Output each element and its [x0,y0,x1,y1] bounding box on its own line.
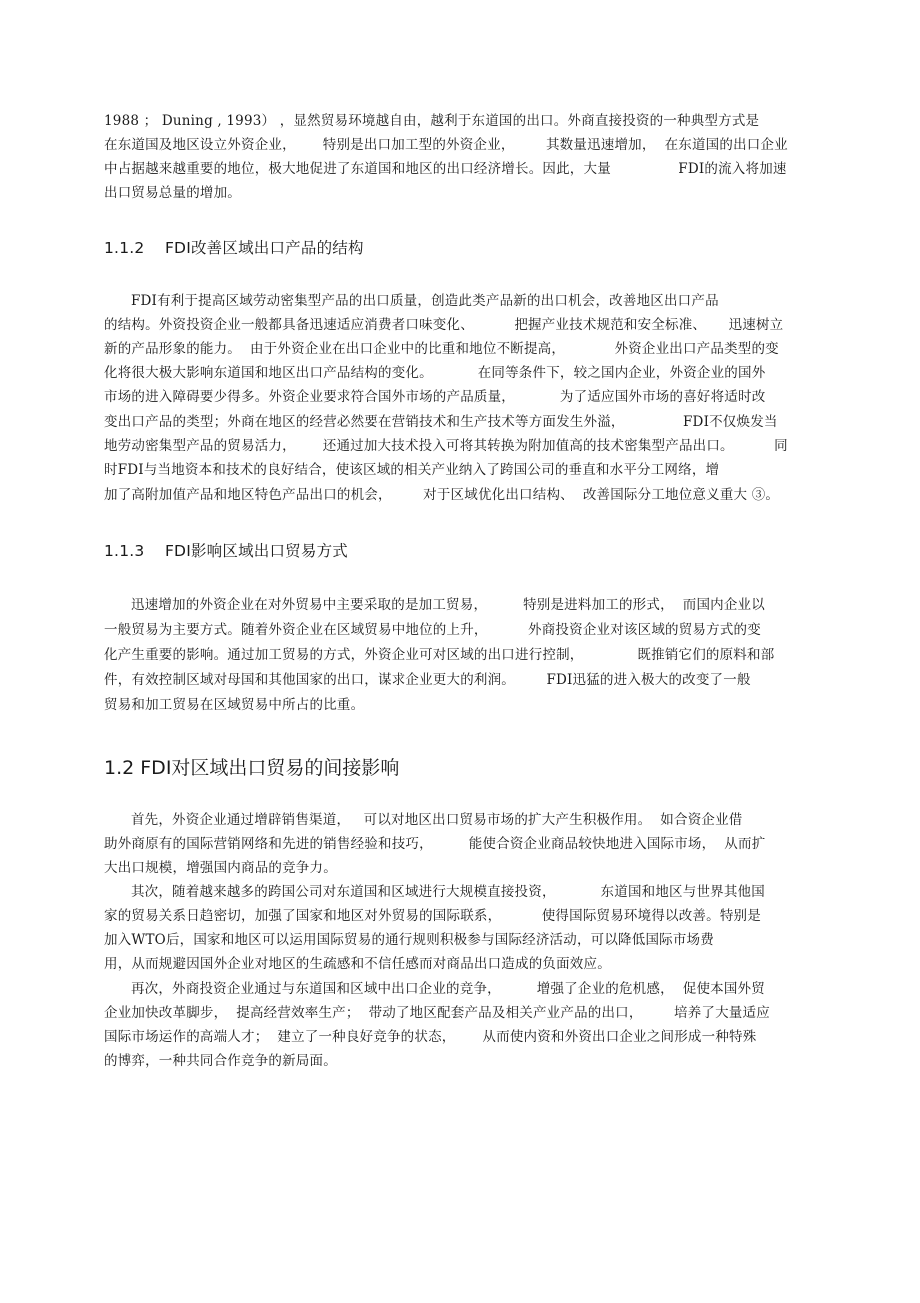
section-heading-1-2: 1.2 FDI对区域出口贸易的间接影响 [104,757,400,779]
paragraph-line: 加入WTO后，国家和地区可以运用国际贸易的通行规则积极参与国际经济活动，可以降低国际市场费 [104,932,714,948]
paragraph-line: FDI有利于提高区域劳动密集型产品的出口质量，创造此类产品新的出口机会，改善地区出口产品 [104,293,719,309]
section-heading-1-1-3: 1.1.3 FDI影响区域出口贸易方式 [104,542,348,560]
paragraph-line: 化产生重要的影响。通过加工贸易的方式，外资企业可对区域的出口进行控制， 既推销它们的原料和部 [104,647,775,663]
paragraph-line: 再次，外商投资企业通过与东道国和区域中出口企业的竞争， 增强了企业的危机感， 促使本国外贸 [104,981,765,997]
paragraph-line: 助外商原有的国际营销网络和先进的销售经验和技巧， 能使合资企业商品较快地进入国际市场， 从而扩 [104,836,766,852]
paragraph-line: 新的产品形象的能力。 由于外资企业在出口企业中的比重和地位不断提高， 外资企业出口产品类型的变 [104,341,779,357]
paragraph-line: 的博弈，一种共同合作竞争的新局面。 [104,1053,337,1069]
intro-line-3: 中占据越来越重要的地位，极大地促进了东道国和地区的出口经济增长。因此，大量 FDI的流入将加速 [104,161,787,177]
paragraph-line: 件，有效控制区域对母国和其他国家的出口，谋求企业更大的利润。 FDI迅猛的进入极大的改变了一般 [104,672,751,688]
paragraph-line: 迅速增加的外资企业在对外贸易中主要采取的是加工贸易， 特别是进料加工的形式， 而国内企业以 [104,597,765,613]
paragraph-line: 家的贸易关系日趋密切，加强了国家和地区对外贸易的国际联系， 使得国际贸易环境得以改善。特别是 [104,908,761,924]
paragraph-line: 大出口规模，增强国内商品的竞争力。 [104,860,337,876]
paragraph-line: 企业加快改革脚步， 提高经营效率生产； 带动了地区配套产品及相关产业产品的出口， 培养了大量适应 [104,1005,770,1021]
intro-line-2: 在东道国及地区设立外资企业， 特别是出口加工型的外资企业， 其数量迅速增加， 在东道国的出口企业 [104,137,788,153]
paragraph-line: 加了高附加值产品和地区特色产品出口的机会， 对于区域优化出口结构、 改善国际分工地位意义重大 ③。 [104,487,780,503]
paragraph-line: 变出口产品的类型；外商在地区的经营必然要在营销技术和生产技术等方面发生外溢， FDI不仅焕发当 [104,414,778,430]
paragraph-line: 其次，随着越来越多的跨国公司对东道国和区域进行大规模直接投资， 东道国和地区与世界其他国 [104,884,765,900]
paragraph-line: 化将很大极大影响东道国和地区出口产品结构的变化。 在同等条件下，较之国内企业，外资企业的国外 [104,365,766,381]
paragraph-line: 贸易和加工贸易在区域贸易中所占的比重。 [104,697,365,713]
paragraph-line: 用，从而规避因国外企业对地区的生疏感和不信任感而对商品出口造成的负面效应。 [104,956,611,972]
paragraph-line: 国际市场运作的高端人才； 建立了一种良好竞争的状态， 从而使内资和外资出口企业之间形成一种特殊 [104,1029,757,1045]
paragraph-line: 市场的进入障碍要少得多。外资企业要求符合国外市场的产品质量， 为了适应国外市场的喜好将适时改 [104,389,766,405]
paragraph-line: 的结构。外资投资企业一般都具备迅速适应消费者口味变化、 把握产业技术规范和安全标准、 迅速树立 [104,317,784,333]
paragraph-line: 地劳动密集型产品的贸易活力， 还通过加大技术投入可将其转换为附加值高的技术密集型产品出口。 同 [104,438,788,454]
intro-line-1: 1988 ； Duning , 1993） ，显然贸易环境越自由，越利于东道国的出口。外商直接投资的一种典型方式是 [104,113,760,129]
paragraph-line: 时FDI与当地资本和技术的良好结合，使该区域的相关产业纳入了跨国公司的垂直和水平分工网络，增 [104,462,720,478]
paragraph-line: 首先，外资企业通过增辟销售渠道， 可以对地区出口贸易市场的扩大产生积极作用。 如合资企业借 [104,812,743,828]
paragraph-line: 一般贸易为主要方式。随着外资企业在区域贸易中地位的上升， 外商投资企业对该区域的贸易方式的变 [104,622,761,638]
intro-line-4: 出口贸易总量的增加。 [104,185,241,201]
section-heading-1-1-2: 1.1.2 FDI改善区域出口产品的结构 [104,239,364,257]
